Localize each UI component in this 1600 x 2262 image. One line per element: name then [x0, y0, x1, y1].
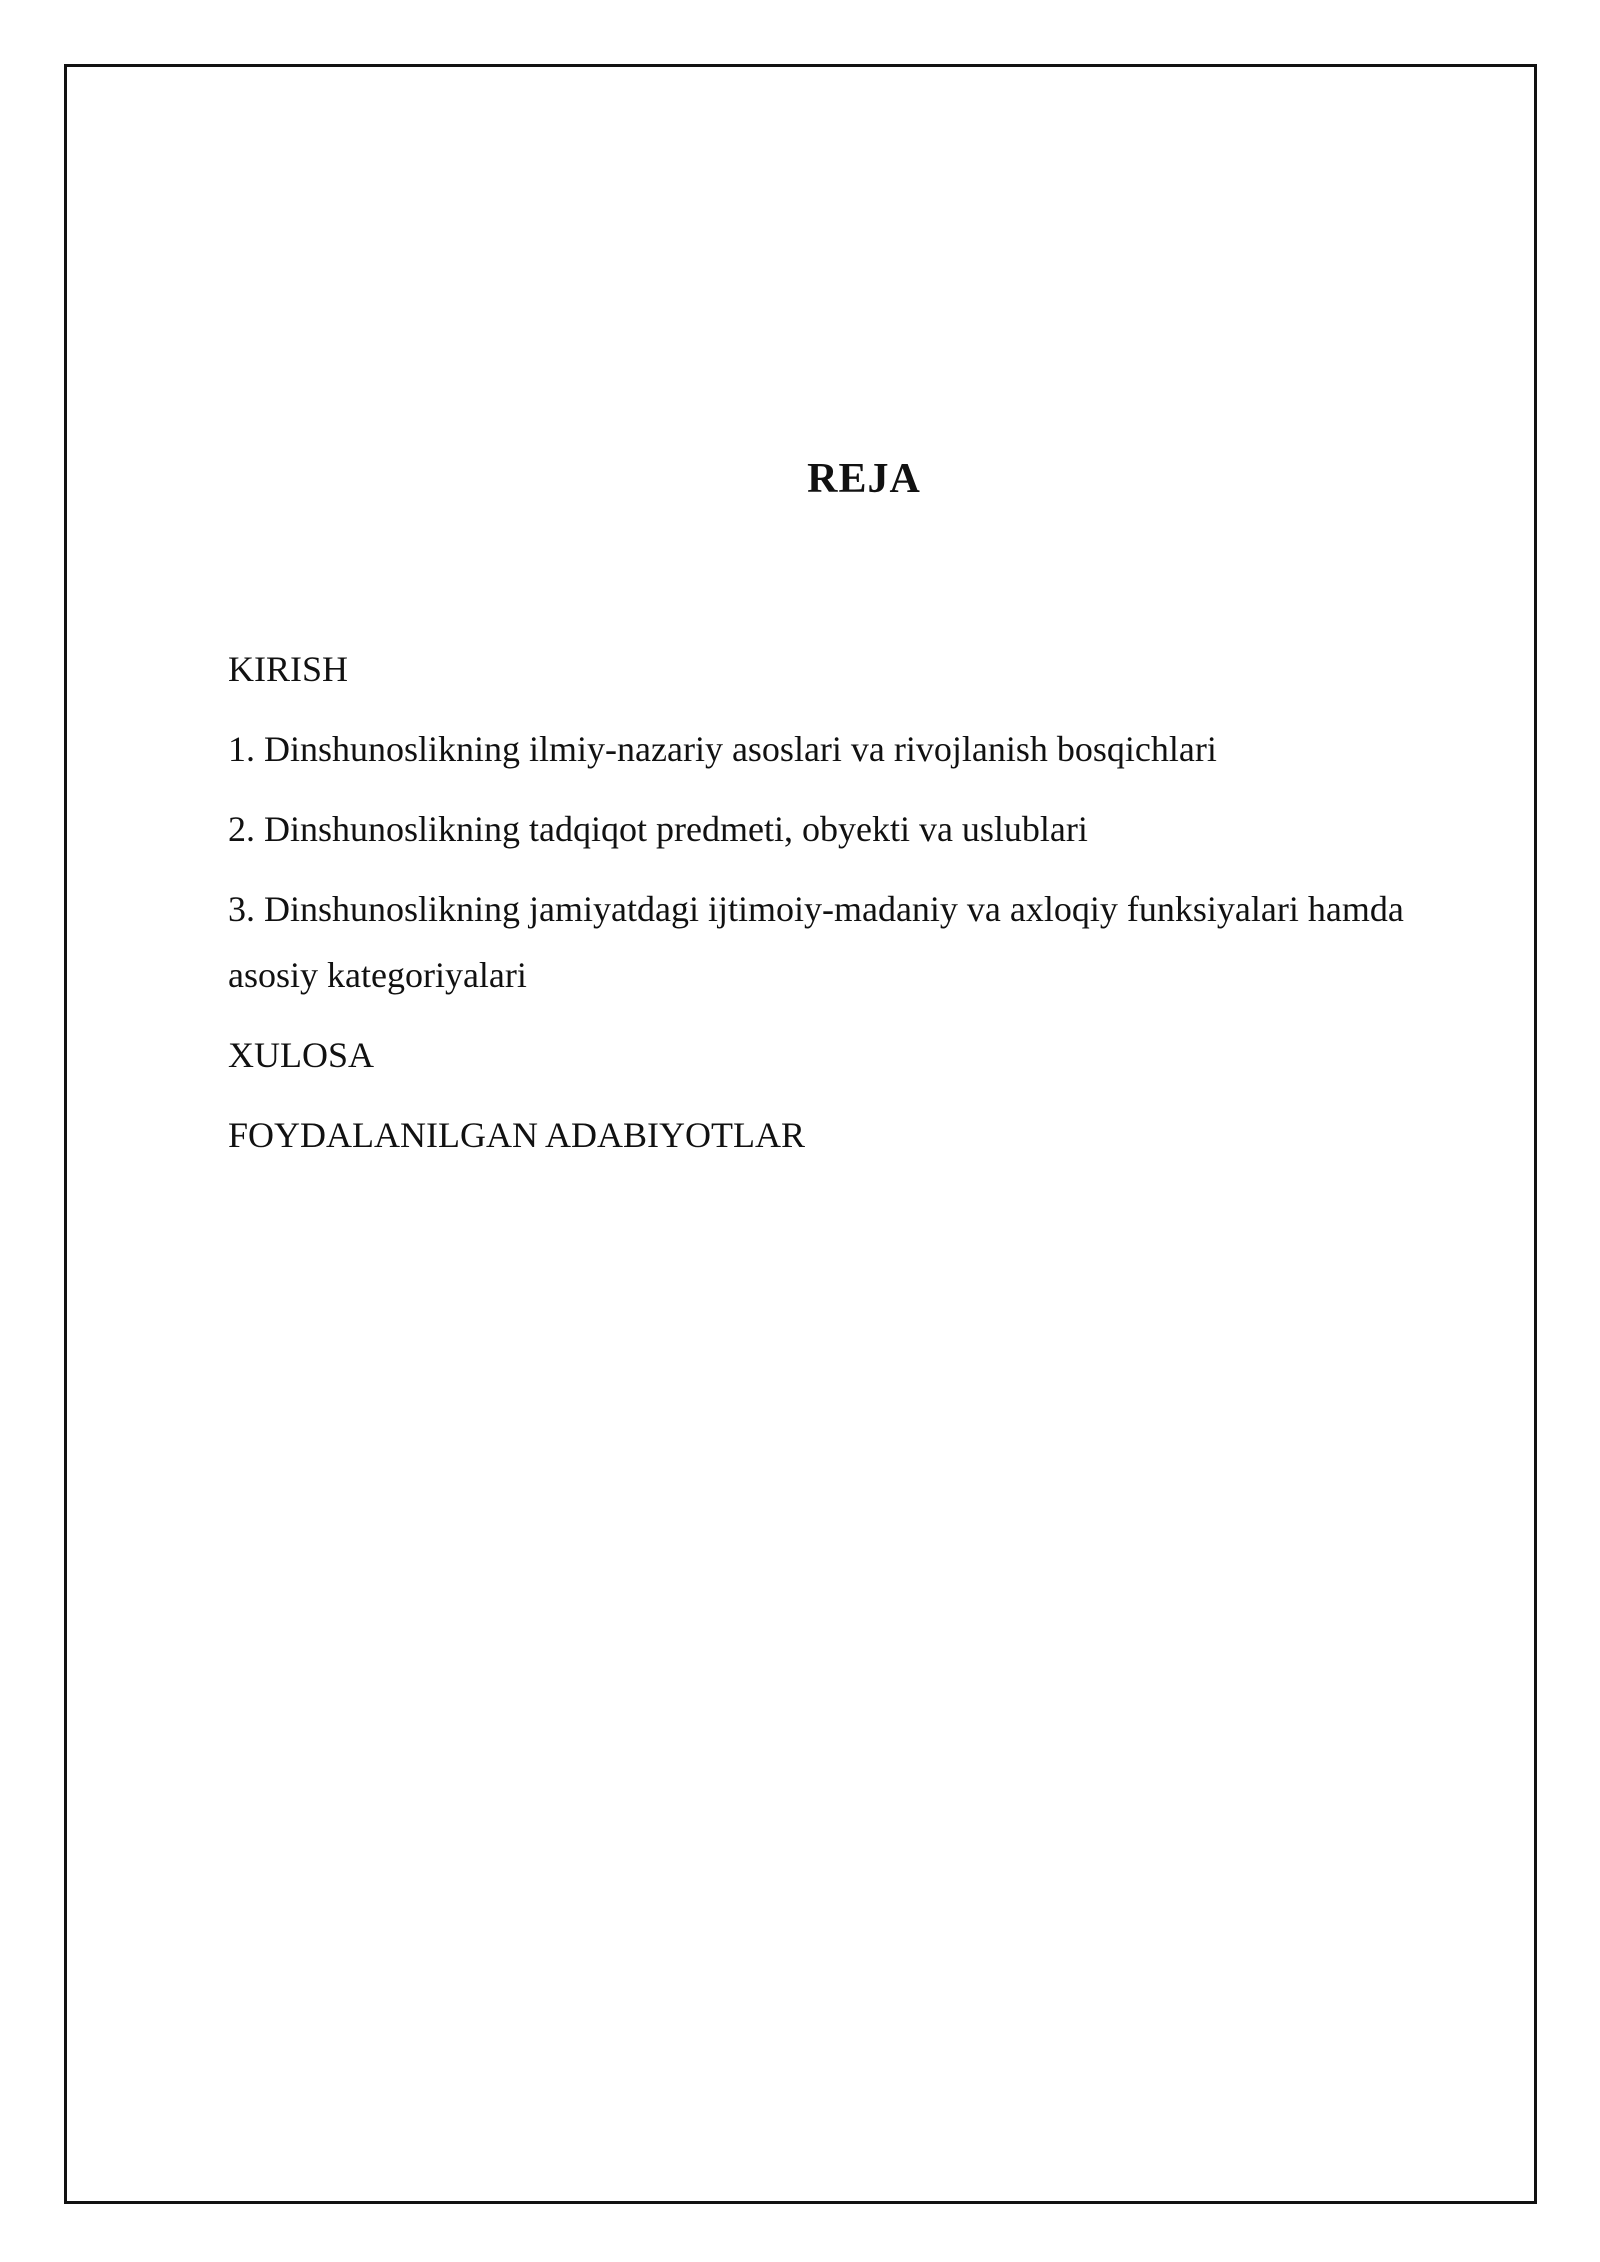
toc-item-references: FOYDALANILGAN ADABIYOTLAR: [228, 1115, 805, 1155]
toc-item-introduction: KIRISH: [228, 649, 349, 689]
toc-item-section-1: 1. Dinshunoslikning ilmiy-nazariy asoslari va rivojlanish bosqichlari: [228, 729, 1217, 769]
toc-item-section-2: 2. Dinshunoslikning tadqiqot predmeti, obyekti va uslublari: [228, 809, 1088, 849]
page-title: REJA: [807, 456, 921, 502]
toc-item-section-3: 3. Dinshunoslikning jamiyatdagi ijtimoiy-madaniy va axloqiy funksiyalari hamda asosiy kategoriyalari: [228, 889, 1404, 995]
table-of-contents: [228, 636, 1468, 1182]
toc-item-conclusion: XULOSA: [228, 1035, 375, 1075]
